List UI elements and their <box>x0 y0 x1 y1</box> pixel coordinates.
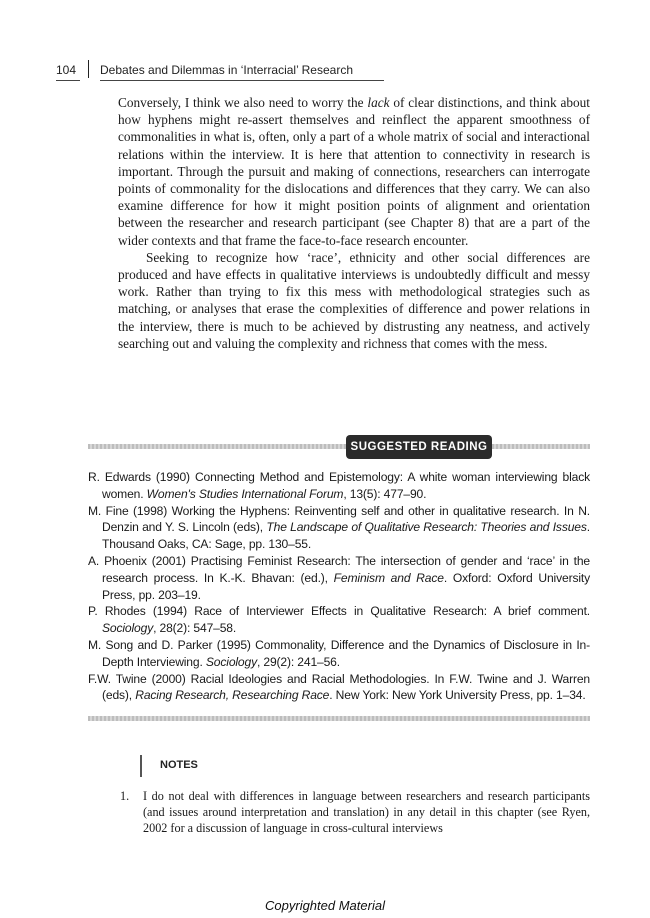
header-rule-left <box>56 80 80 81</box>
reference-item: R. Edwards (1990) Connecting Method and Epistemology: A white woman interviewing black women. Women's Studies International Forum, 13(5): 477–90. <box>88 470 590 501</box>
paragraph: Conversely, I think we also need to worry the lack of clear distinctions, and think about how hyphens might re-assert themselves and reinflect the apparent smoothness of commonalities in what is, often, only a part of a whole matrix of social and interactional relations within the interview. It is here that attention to connectivity in research is important. Through the pursuit and making of connections, researchers can interrogate points of commonality for the dislocations and differences that they carry. We can also examine difference for how it might position points of alignment and orientation between the researcher and research participant (see Chapter 8) that are a part of the wider contexts and that frame the face-to-face research encounter. <box>118 95 590 248</box>
suggested-reading-divider <box>88 444 590 449</box>
note-item <box>120 789 590 836</box>
note-number: 1. <box>120 789 130 803</box>
header-divider <box>88 60 89 78</box>
body-text <box>118 94 590 352</box>
suggested-reading-label: SUGGESTED READING <box>346 435 492 459</box>
notes-bar <box>140 755 142 777</box>
reference-item: M. Song and D. Parker (1995) Commonality, Difference and the Dynamics of Disclosure in In-Depth Interviewing. Sociology, 29(2): 241–56. <box>88 637 590 669</box>
reference-item: F.W. Twine (2000) Racial Ideologies and Racial Methodologies. In F.W. Twine and J. Warren (eds), Racing Research, Researching Race. New York: New York University Press, pp. 1–34. <box>88 671 590 703</box>
reference-item: A. Phoenix (2001) Practising Feminist Research: The intersection of gender and ‘race’ in the research process. In K.-K. Bhavan: (ed.), Feminism and Race. Oxford: Oxford University Press, pp. 203–19. <box>88 553 590 602</box>
reading-end-divider <box>88 716 590 721</box>
running-title: Debates and Dilemmas in ‘Interracial’ Research <box>100 63 353 77</box>
reference-item: P. Rhodes (1994) Race of Interviewer Effects in Qualitative Research: A brief comment. Sociology, 28(2): 547–58. <box>88 604 590 636</box>
reference-item: M. Fine (1998) Working the Hyphens: Reinventing self and other in qualitative research. In N. Denzin and Y. S. Lincoln (eds), The Landscape of Qualitative Research: Theories and Issues. Thousand Oaks, CA: Sage, pp. 130–55. <box>88 503 590 552</box>
emphasis-lack: lack <box>367 95 390 110</box>
paragraph: Seeking to recognize how ‘race’, ethnicity and other social differences are produced and have effects in qualitative interviews is undoubtedly difficult and messy work. Rather than trying to fix this mess with methodological strategies such as matching, or analyses that erase the complexities of difference and power relations in the interview, there is much to be achieved by distrusting any neatness, and actively searching out and valuing the complexity and richness that comes with the mess. <box>118 249 590 351</box>
reference-list <box>88 469 590 704</box>
notes-title: NOTES <box>160 759 198 771</box>
header-rule <box>100 80 384 81</box>
note-text: I do not deal with differences in language between researchers and research participants (and issues around interpretation and translation) in any detail in this chapter (see Ryen, 2002 for a discussion of language in cross-cultural interviews <box>143 789 590 835</box>
page-number: 104 <box>56 63 77 77</box>
copyright-footer: Copyrighted Material <box>265 898 385 913</box>
